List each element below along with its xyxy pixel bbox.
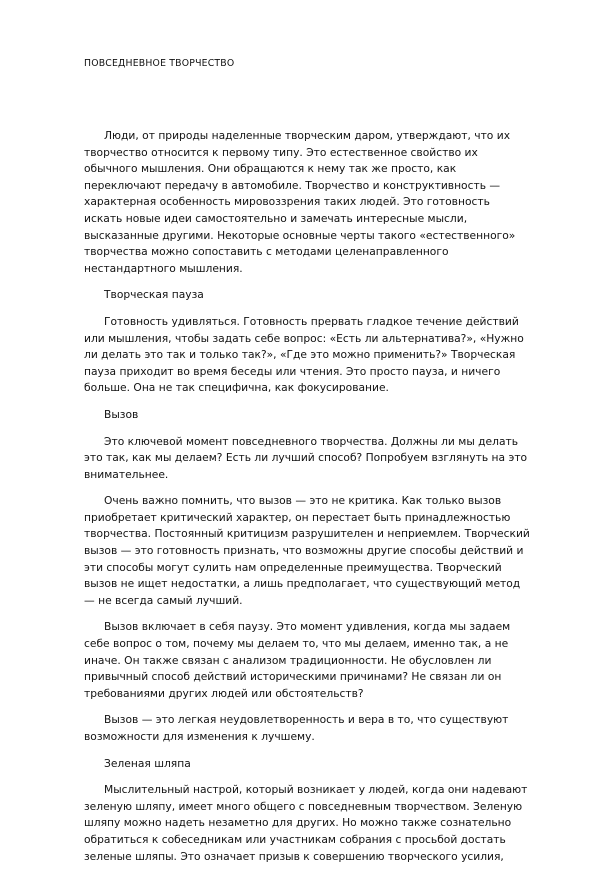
paragraph-challenge-3: Вызов включает в себя паузу. Это момент удивления, когда мы задаем себе вопрос о том, почему мы делаем то, что мы делаем, именно так, а не иначе. Он также связан с анализом традиционности. Не обусловлен ли привычный способ действий историческими причинами? Не связан ли он требованиями других людей или обстоятельств? <box>84 620 511 700</box>
document-title: ПОВСЕДНЕВНОЕ ТВОРЧЕСТВО <box>84 58 235 69</box>
paragraph-green-hat-1: Мыслительный настрой, который возникает у людей, когда они надевают зеленую шляпу, имеет много общего с повседневным творчеством. Зеленую шляпу можно надеть незаметно для других. Но можно также сознательно обратиться к собеседникам или участникам собрания с просьбой достать зеленые шляпы. Это означает призыв к совершению творческого усилия, <box>84 783 528 863</box>
document-body <box>84 128 530 875</box>
section-heading-creative-pause: Творческая пауза <box>104 288 204 302</box>
paragraph-challenge-1: Это ключевой момент повседневного творчества. Должны ли мы делать это так, как мы делаем? Есть ли лучший способ? Попробуем взглянуть на это внимательнее. <box>84 434 528 481</box>
paragraph-challenge-4: Вызов — это легкая неудовлетворенность и вера в то, что существуют возможности для изменения к лучшему. <box>84 713 509 743</box>
section-heading-challenge: Вызов <box>104 407 139 421</box>
intro-paragraph: Люди, от природы наделенные творческим даром, утверждают, что их творчество относится к первому типу. Это естественное свойство их обычного мышления. Они обращаются к нему так же просто, как переключают передачу в автомобиле. Творчество и конструктивность — характерная особенность мировоззрения таких людей. Это готовность искать новые идеи самостоятельно и замечать интересные мысли, высказанные другими. Некоторые основные черты такого «естественного» творчества можно сопоставить с методами целенаправленного нестандартного мышления. <box>84 129 516 275</box>
section-heading-green-hat: Зеленая шляпа <box>104 756 191 770</box>
paragraph-creative-pause-1: Готовность удивляться. Готовность прервать гладкое течение действий или мышления, чтобы задать себе вопрос: «Есть ли альтернатива?», «Нужно ли делать это так и только так?», «Где это можно применить?» Творческая пауза приходит во время беседы или чтения. Это просто пауза, и ничего больше. Она не так специфична, как фокусирование. <box>84 314 524 395</box>
paragraph-challenge-2: Очень важно помнить, что вызов — это не критика. Как только вызов приобретает критический характер, он перестает быть принадлежностью творчества. Постоянный критицизм разрушителен и неприемлем. Творческий вызов — это готовность признать, что возможны другие способы действий и эти способы могут сулить нам определенные преимущества. Творческий вызов не ищет недостатки, а лишь предполагает, что существующий метод — не всегда самый лучший. <box>84 494 530 607</box>
